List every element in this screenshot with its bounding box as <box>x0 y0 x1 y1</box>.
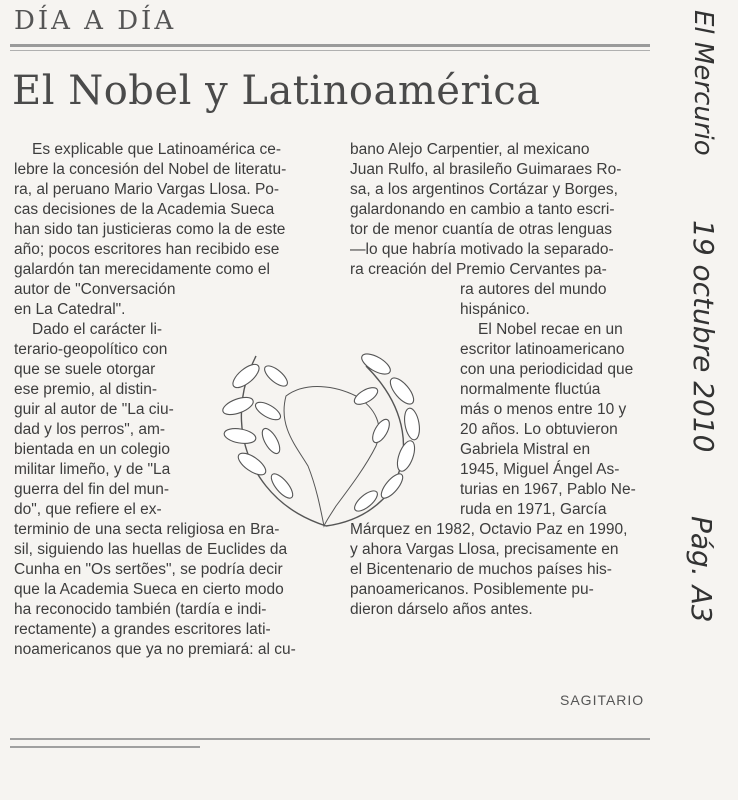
paragraph-3-line: hispánico. <box>460 301 530 318</box>
paragraph-2-line: ese premio, al distin- <box>14 381 158 398</box>
paragraph-3-line: Juan Rulfo, al brasileño Guimaraes Ro- <box>350 161 622 178</box>
paragraph-3-line: galardonando en cambio a tanto escri- <box>350 201 615 218</box>
paragraph-4-line: ruda en 1971, García <box>460 501 607 518</box>
paragraph-1-line: lebre la concesión del Nobel de literatu- <box>14 161 287 178</box>
paragraph-1-line: cas decisiones de la Academia Sueca <box>14 201 275 218</box>
paragraph-4-line: Márquez en 1982, Octavio Paz en 1990, <box>350 521 628 538</box>
paragraph-2-line: bientada en un colegio <box>14 441 170 458</box>
section-label: DÍA A DÍA <box>14 6 177 36</box>
paragraph-3-line: sa, a los argentinos Cortázar y Borges, <box>350 181 618 198</box>
paragraph-3-line: tor de menor cuantía de otras lenguas <box>350 221 612 238</box>
paragraph-4-line: el Bicentenario de muchos países his- <box>350 561 612 578</box>
paragraph-4-line: más o menos entre 10 y <box>460 401 627 418</box>
paragraph-2-line: militar limeño, y de "La <box>14 461 171 478</box>
handwritten-date: 19 octubre 2010 <box>687 220 720 453</box>
paragraph-4-line: 1945, Miguel Ángel As- <box>460 461 620 478</box>
paragraph-2-line: do", que refiere el ex- <box>14 501 162 518</box>
paragraph-3-line: —lo que habría motivado la separado- <box>350 241 614 258</box>
handwritten-annotation <box>662 10 732 660</box>
paragraph-4-line: El Nobel recae en un <box>478 321 623 338</box>
paragraph-2-line: rectamente) a grandes escritores lati- <box>14 621 271 638</box>
paragraph-1-line: año; pocos escritores han recibido ese <box>14 241 280 258</box>
paragraph-3 <box>350 140 650 320</box>
paragraph-4-line: panoamericanos. Posiblemente pu- <box>350 581 594 598</box>
handwritten-source: El Mercurio <box>688 10 718 156</box>
footer-rule-short <box>10 746 200 748</box>
paragraph-4-line: y ahora Vargas Llosa, precisamente en <box>350 541 619 558</box>
paragraph-2-line: sil, siguiendo las huellas de Euclides da <box>14 541 288 558</box>
paragraph-3-line: bano Alejo Carpentier, al mexicano <box>350 141 590 158</box>
paragraph-2-line: Cunha en "Os sertões", se podría decir <box>14 561 283 578</box>
paragraph-2-line: guir al autor de "La ciu- <box>14 401 174 418</box>
header-rule-thin <box>10 50 650 51</box>
paragraph-4-line: escritor latinoamericano <box>460 341 625 358</box>
author-signature: SAGITARIO <box>560 692 645 708</box>
paragraph-4-line: normalmente fluctúa <box>460 381 601 398</box>
paragraph-3-line: ra autores del mundo <box>460 281 607 298</box>
paragraph-1-line: ra, al peruano Mario Vargas Llosa. Po- <box>14 181 280 198</box>
laurel-map-ornament <box>216 336 436 536</box>
paragraph-2-line: noamericanos que ya no premiará: al cu- <box>14 641 296 658</box>
paragraph-1-line: han sido tan justicieras como la de este <box>14 221 286 238</box>
paragraph-1-line: en La Catedral". <box>14 301 126 318</box>
paragraph-4-line: 20 años. Lo obtuvieron <box>460 421 618 438</box>
paragraph-1-line: Es explicable que Latinoamérica ce- <box>32 141 281 158</box>
paragraph-2-line: terminio de una secta religiosa en Bra- <box>14 521 280 538</box>
paragraph-2-line: que se suele otorgar <box>14 361 156 378</box>
paragraph-2-line: Dado el carácter li- <box>32 321 163 338</box>
paragraph-2-line: dad y los perros", am- <box>14 421 166 438</box>
paragraph-1 <box>14 140 319 320</box>
header-rule <box>10 44 650 47</box>
paragraph-4-line: turias en 1967, Pablo Ne- <box>460 481 636 498</box>
paragraph-4-line: con una periodicidad que <box>460 361 634 378</box>
handwritten-page: Pág. A3 <box>685 516 718 623</box>
footer-rule <box>10 738 650 740</box>
paragraph-2-line: terario-geopolítico con <box>14 341 168 358</box>
paragraph-2-line: que la Academia Sueca en cierto modo <box>14 581 284 598</box>
paragraph-3-line: ra creación del Premio Cervantes pa- <box>350 261 607 278</box>
paragraph-2-line: guerra del fin del mun- <box>14 481 170 498</box>
article-headline: El Nobel y Latinoamérica <box>12 68 541 114</box>
paragraph-4-line: dieron dárselo años antes. <box>350 601 533 618</box>
paragraph-1-line: galardón tan merecidamente como el <box>14 261 270 278</box>
paragraph-1-line: autor de "Conversación <box>14 281 176 298</box>
paragraph-4-line: Gabriela Mistral en <box>460 441 591 458</box>
paragraph-2-line: ha reconocido también (tardía e indi- <box>14 601 267 618</box>
